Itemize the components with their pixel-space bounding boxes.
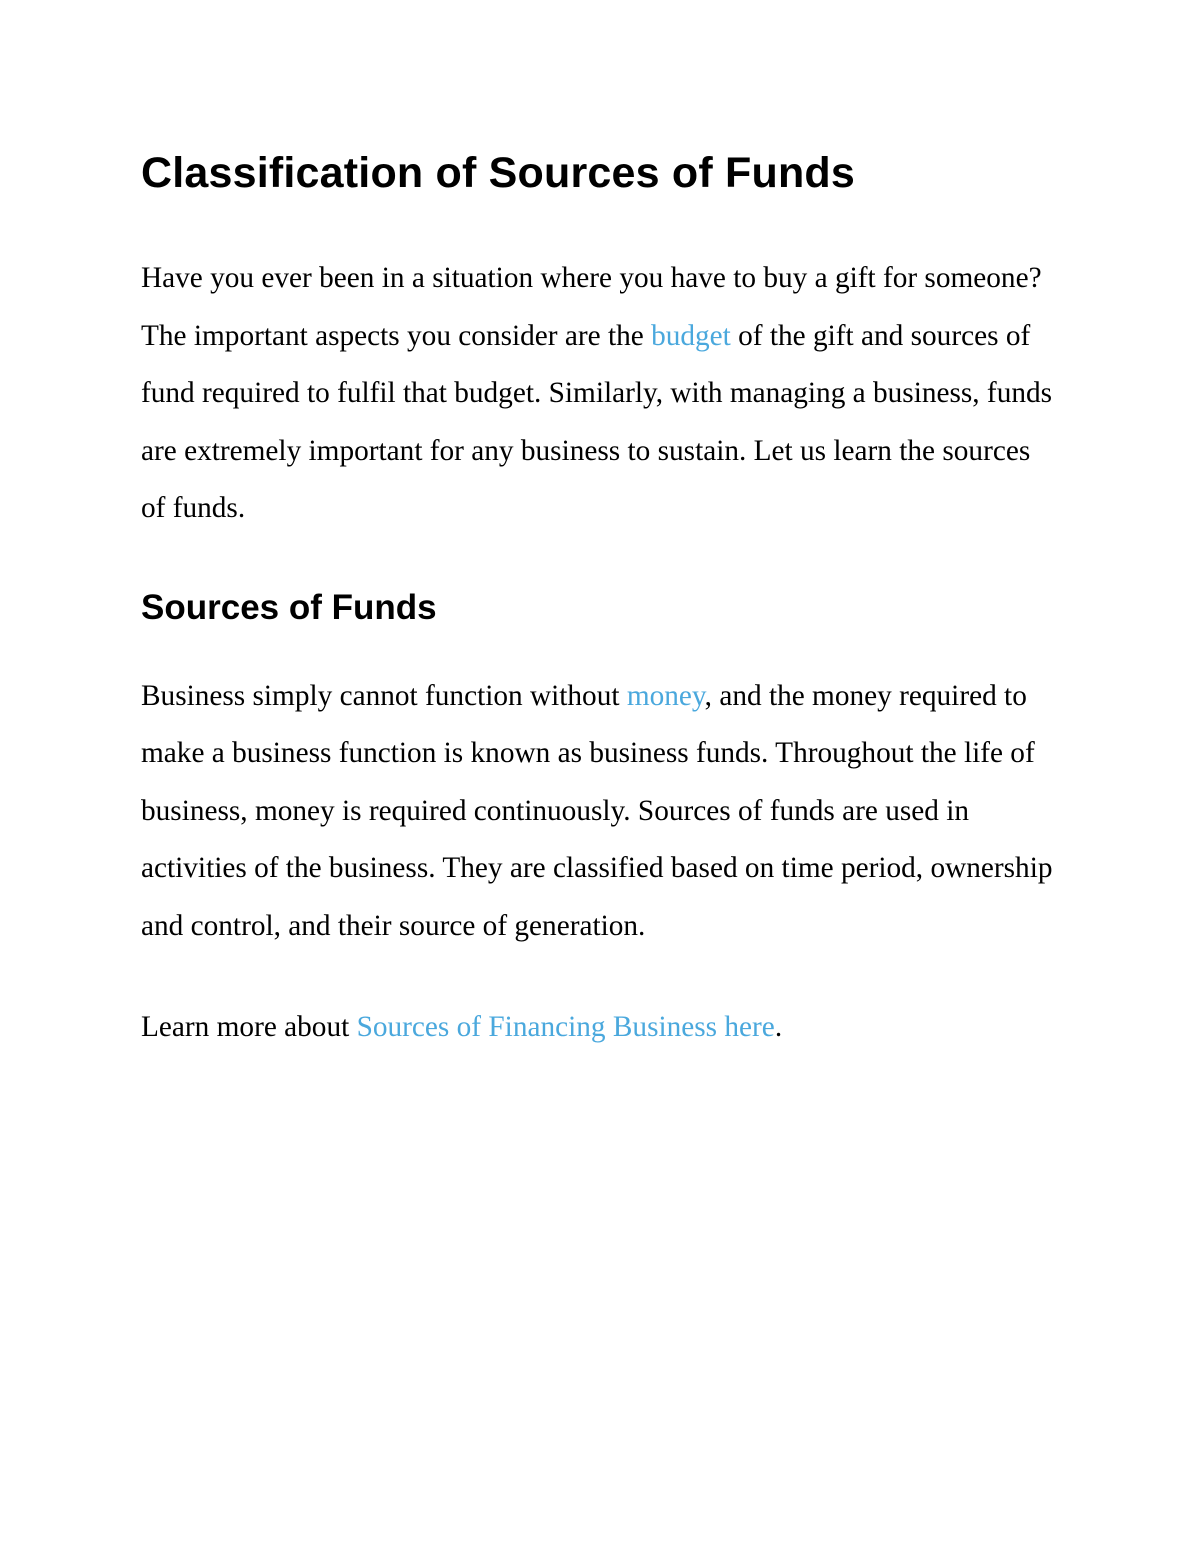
learn-more-paragraph bbox=[141, 999, 1061, 1057]
section-text-start: Business simply cannot function without bbox=[141, 679, 627, 712]
sources-of-financing-link[interactable]: Sources of Financing Business here bbox=[356, 1011, 775, 1043]
section-paragraph bbox=[141, 668, 1061, 956]
document-content bbox=[141, 140, 1061, 1057]
page-title: Classification of Sources of Funds bbox=[141, 149, 856, 197]
intro-text-start: Have you ever been in a situation where you have to buy a gift for someone? The important aspects you consider are the bbox=[141, 262, 1042, 352]
section-text-end: , and the money required to make a business function is known as business funds. Throughout the life of business, money is required continuously. Sources of funds are used in activities of the business. They are classified based on time period, ownership and control, and their source of generation. bbox=[141, 679, 1053, 942]
section-heading: Sources of Funds bbox=[141, 587, 437, 627]
learn-more-prefix: Learn more about bbox=[141, 1011, 357, 1043]
learn-more-suffix: . bbox=[774, 1011, 783, 1043]
money-link[interactable]: money bbox=[626, 679, 705, 712]
intro-text-end: of the gift and sources of fund required to fulfil that budget. Similarly, with managing a business, funds are extremely important for any business to sustain. Let us learn the sources of funds. bbox=[141, 319, 1053, 524]
budget-link[interactable]: budget bbox=[651, 319, 731, 352]
intro-paragraph bbox=[141, 250, 1061, 538]
